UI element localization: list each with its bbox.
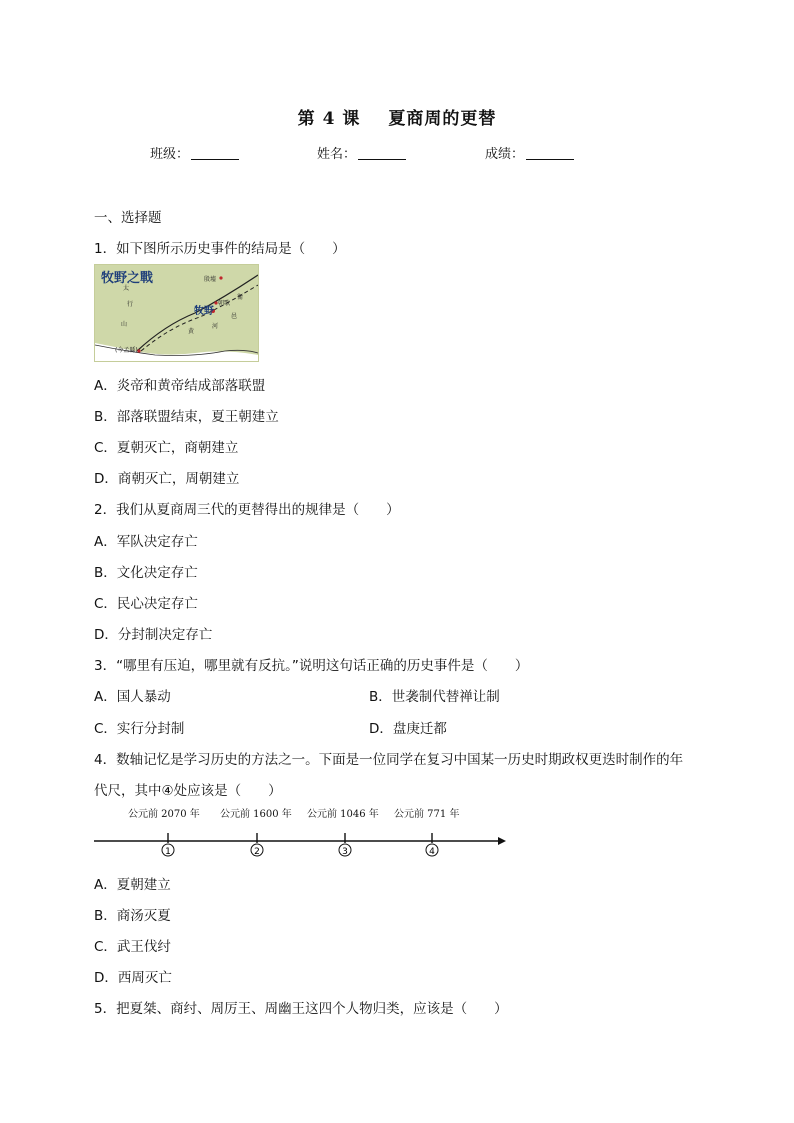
map-label-muye: 牧野: [194, 306, 214, 317]
question-2-stem: 2．我们从夏商周三代的更替得出的规律是（ ）: [94, 502, 400, 518]
timeline-marker-3-label: 3: [342, 847, 348, 857]
timeline-marker-2-label: 2: [254, 847, 260, 857]
timeline-year-4: 公元前 771 年: [394, 809, 460, 820]
timeline-year-1: 公元前 2070 年: [128, 809, 200, 820]
map-label-huang: 黄: [188, 328, 195, 335]
question-4-stem-line-2: 代尺，其中④处应该是（ ）: [94, 783, 282, 799]
map-label-shan: 山: [121, 321, 128, 328]
timeline-arrow-icon: [498, 837, 506, 845]
map-label-tai: 太: [123, 285, 130, 292]
question-1-option-d[interactable]: D．商朝灭亡，周朝建立: [94, 471, 240, 487]
question-3-option-a[interactable]: A．国人暴动: [94, 689, 171, 705]
question-2-option-d[interactable]: D．分封制决定存亡: [94, 627, 213, 643]
question-4-option-c[interactable]: C．武王伐纣: [94, 939, 171, 955]
question-4-option-d[interactable]: D．西周灭亡: [94, 970, 172, 986]
question-1-option-c[interactable]: C．夏朝灭亡，商朝建立: [94, 440, 239, 456]
timeline-marker-1-label: 1: [165, 847, 171, 857]
name-blank[interactable]: [358, 147, 406, 160]
class-label: 班级：: [150, 147, 190, 162]
battle-map-image: [94, 264, 259, 362]
map-label-xing: 行: [127, 301, 134, 308]
question-4-stem-line-1: 4．数轴记忆是学习历史的方法之一。下面是一位同学在复习中国某一历史时期政权更迭时制作的年: [94, 752, 684, 768]
map-label-mengjin: (今孟縣): [115, 347, 138, 354]
question-3-option-b[interactable]: B．世袭制代替禅让制: [369, 689, 500, 705]
question-2-option-a[interactable]: A．军队决定存亡: [94, 534, 198, 550]
section-heading: 一、选择题: [94, 210, 162, 226]
question-5-stem: 5．把夏桀、商纣、周厉王、周幽王这四个人物归类，应该是（ ）: [94, 1001, 508, 1017]
lesson-number: 第 4 课: [297, 109, 361, 129]
name-label: 姓名：: [317, 147, 357, 162]
question-3-option-c[interactable]: C．实行分封制: [94, 721, 185, 737]
question-1-stem: 1．如下图所示历史事件的结局是（ ）: [94, 241, 346, 257]
map-label-yinxu: 殷墟: [204, 276, 217, 283]
map-label-he: 河: [212, 323, 219, 330]
timeline-axis-drawing: [94, 805, 514, 865]
yinxu-dot: [219, 276, 222, 279]
question-1-option-a[interactable]: A．炎帝和黄帝结成部落联盟: [94, 378, 266, 394]
question-2-option-b[interactable]: B．文化决定存亡: [94, 565, 198, 581]
map-label-yi: 邑: [231, 313, 238, 320]
timeline-year-3: 公元前 1046 年: [307, 809, 379, 820]
map-label-zhaoge: 朝歌: [218, 300, 231, 307]
question-3-option-d[interactable]: D．盘庚迁都: [369, 721, 447, 737]
question-4-option-a[interactable]: A．夏朝建立: [94, 877, 171, 893]
score-field: [485, 143, 574, 162]
map-label-wei: 衛: [237, 294, 244, 301]
class-blank[interactable]: [191, 147, 239, 160]
question-3-stem: 3．“哪里有压迫，哪里就有反抗。”说明这句话正确的历史事件是（ ）: [94, 658, 529, 674]
page-title: [0, 104, 794, 129]
question-1-option-b[interactable]: B．部落联盟结束，夏王朝建立: [94, 409, 279, 425]
map-title: 牧野之戰: [101, 271, 154, 286]
score-label: 成绩：: [485, 147, 525, 162]
timeline-year-2: 公元前 1600 年: [220, 809, 292, 820]
name-field: [317, 143, 406, 162]
timeline-figure: [94, 805, 514, 865]
class-field: [150, 143, 239, 162]
question-4-option-b[interactable]: B．商汤灭夏: [94, 908, 171, 924]
question-2-option-c[interactable]: C．民心决定存亡: [94, 596, 198, 612]
lesson-title: 夏商周的更替: [388, 109, 497, 129]
timeline-marker-4-label: 4: [429, 847, 435, 857]
score-blank[interactable]: [526, 147, 574, 160]
